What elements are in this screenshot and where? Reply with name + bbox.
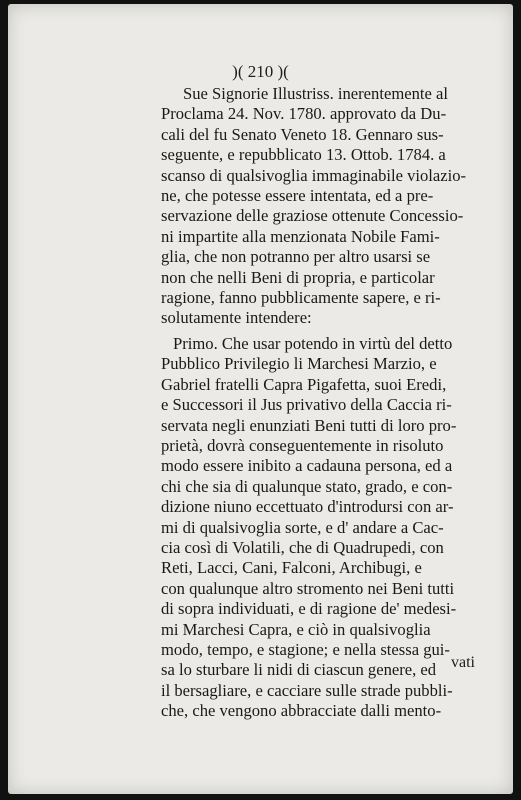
text-line: cia così di Volatili, che di Quadrupedi, con xyxy=(161,537,444,557)
text-line: il bersagliare, e cacciare sulle strade pubbli- xyxy=(161,680,453,700)
text-line: Sue Signorie Illustriss. inerentemente al xyxy=(183,84,448,103)
text-line: con qualunque altro stromento nei Beni tutti xyxy=(161,578,455,598)
text-line: modo essere inibito a cadauna persona, ed a xyxy=(161,456,453,476)
text-line: cali del fu Senato Veneto 18. Gennaro sus- xyxy=(161,124,444,144)
body-text xyxy=(161,84,493,722)
text-line: Gabriel fratelli Capra Pigafetta, suoi Eredi, xyxy=(161,374,447,394)
text-line: glia, che non potranno per altro usarsi se xyxy=(161,247,431,267)
text-line: servazione delle graziose ottenute Concessio- xyxy=(161,206,464,226)
text-line: che, che vengono abbracciate dalli mento- xyxy=(161,701,442,721)
text-line: mi di qualsivoglia sorte, e d' andare a Cac- xyxy=(161,517,444,537)
text-line: non che nelli Beni di propria, e particolar xyxy=(161,267,435,287)
text-line: ragione, fanno pubblicamente sapere, e ri- xyxy=(161,288,441,308)
text-line: ni impartite alla menzionata Nobile Fami- xyxy=(161,226,440,246)
text-line: Pubblico Privilegio li Marchesi Marzio, e xyxy=(161,354,437,374)
paragraph-2 xyxy=(161,334,493,722)
text-line: di sopra individuati, e di ragione de' medesi- xyxy=(161,599,457,619)
text-line: ne, che potesse essere intentata, ed a pre- xyxy=(161,186,434,206)
text-line: chi che sia di qualunque stato, grado, e con- xyxy=(161,476,453,496)
text-line: solutamente intendere: xyxy=(161,308,312,328)
text-line: scanso di qualsivoglia immaginabile violazio- xyxy=(161,165,467,185)
catchword: vati xyxy=(451,654,475,671)
text-line: modo, tempo, e stagione; e nella stessa gui- xyxy=(161,639,450,659)
page-number: )( 210 )( xyxy=(232,62,289,81)
text-line: e Successori il Jus privativo della Caccia ri- xyxy=(161,395,452,415)
text-line: seguente, e repubblicato 13. Ottob. 1784. a xyxy=(161,145,446,165)
text-line: prietà, dovrà conseguentemente in risoluto xyxy=(161,435,444,455)
paragraph-1 xyxy=(161,84,493,329)
text-line: mi Marchesi Capra, e ciò in qualsivoglia xyxy=(161,619,431,639)
text-line: servata negli enunziati Beni tutti di loro pro- xyxy=(161,415,457,435)
text-line: Primo. Che usar potendo in virtù del detto xyxy=(173,333,453,353)
text-line: Reti, Lacci, Cani, Falconi, Archibugi, e xyxy=(161,558,422,578)
book-page xyxy=(8,4,513,794)
text-line: dizione niuno eccettuato d'introdursi con ar- xyxy=(161,497,454,517)
text-line: sa lo sturbare li nidi di ciascun genere, ed xyxy=(161,660,437,680)
text-line: Proclama 24. Nov. 1780. approvato da Du- xyxy=(161,104,447,124)
